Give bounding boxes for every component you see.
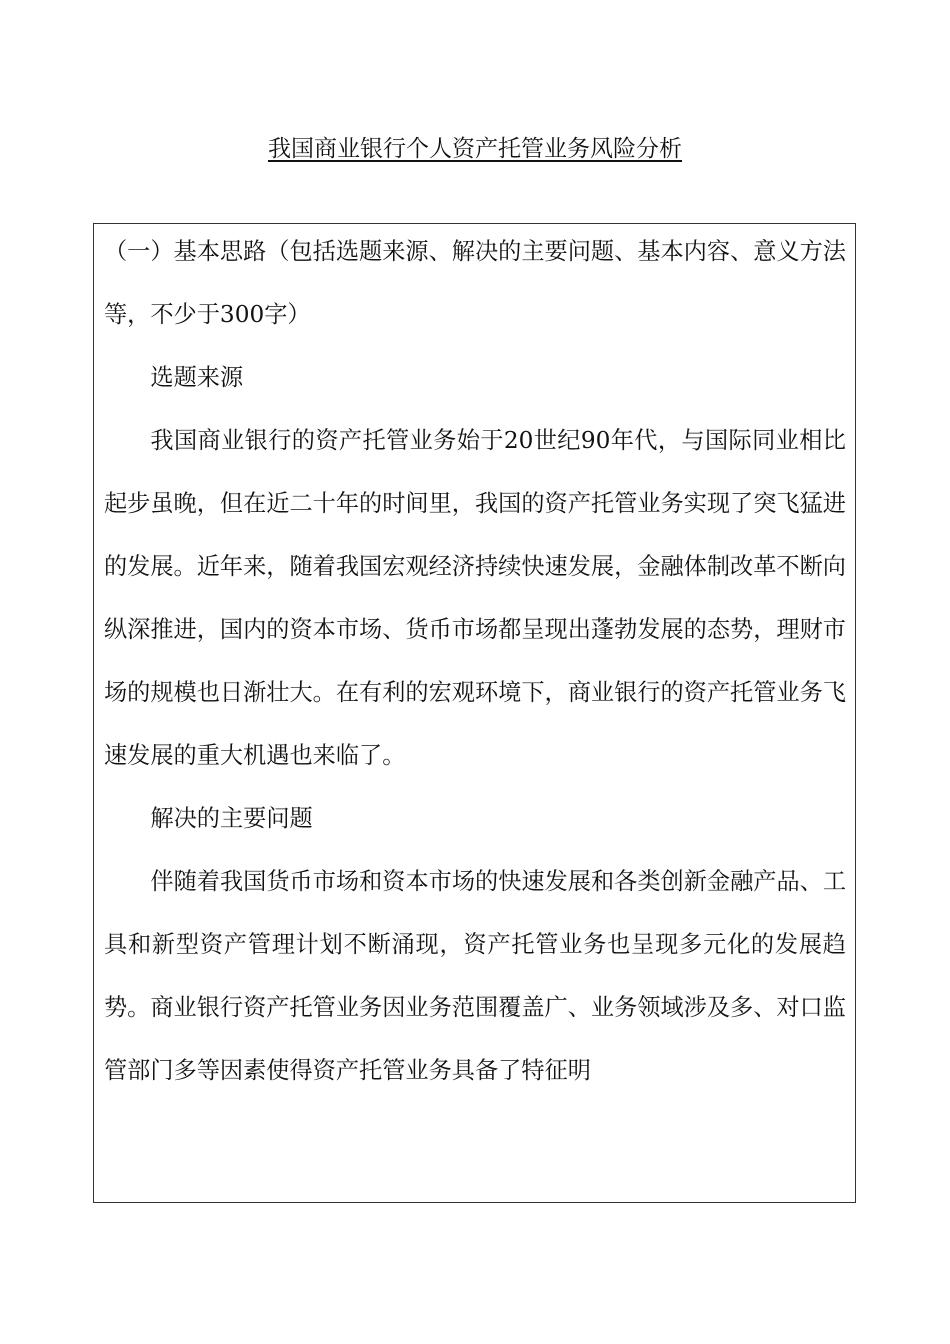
document-title-text: 我国商业银行个人资产托管业务风险分析: [268, 136, 682, 162]
main-problem-label: 解决的主要问题: [150, 805, 313, 832]
proposal-section-content: [104, 224, 846, 1102]
topic-source-label: 选题来源: [150, 364, 244, 391]
proposal-section-box: [93, 223, 856, 1203]
main-problem-paragraph: 伴随着我国货币市场和资本市场的快速发展和各类创新金融产品、工具和新型资产管理计划不断涌现，资产托管业务也呈现多元化的发展趋势。商业银行资产托管业务因业务范围覆盖广、业务领域涉及多、对口监管部门多等因素使得资产托管业务具备了特征明: [104, 868, 847, 1084]
document-title: [0, 132, 950, 166]
topic-source-paragraph: 我国商业银行的资产托管业务始于20世纪90年代，与国际同业相比起步虽晚，但在近二十年的时间里，我国的资产托管业务实现了突飞猛进的发展。近年来，随着我国宏观经济持续快速发展，金融体制改革不断向纵深推进，国内的资本市场、货币市场都呈现出蓬勃发展的态势，理财市场的规模也日渐壮大。在有利的宏观环境下，商业银行的资产托管业务飞速发展的重大机遇也来临了。: [104, 427, 846, 769]
section-heading: （一）基本思路（包括选题来源、解决的主要问题、基本内容、意义方法等，不少于300字）: [104, 238, 846, 328]
